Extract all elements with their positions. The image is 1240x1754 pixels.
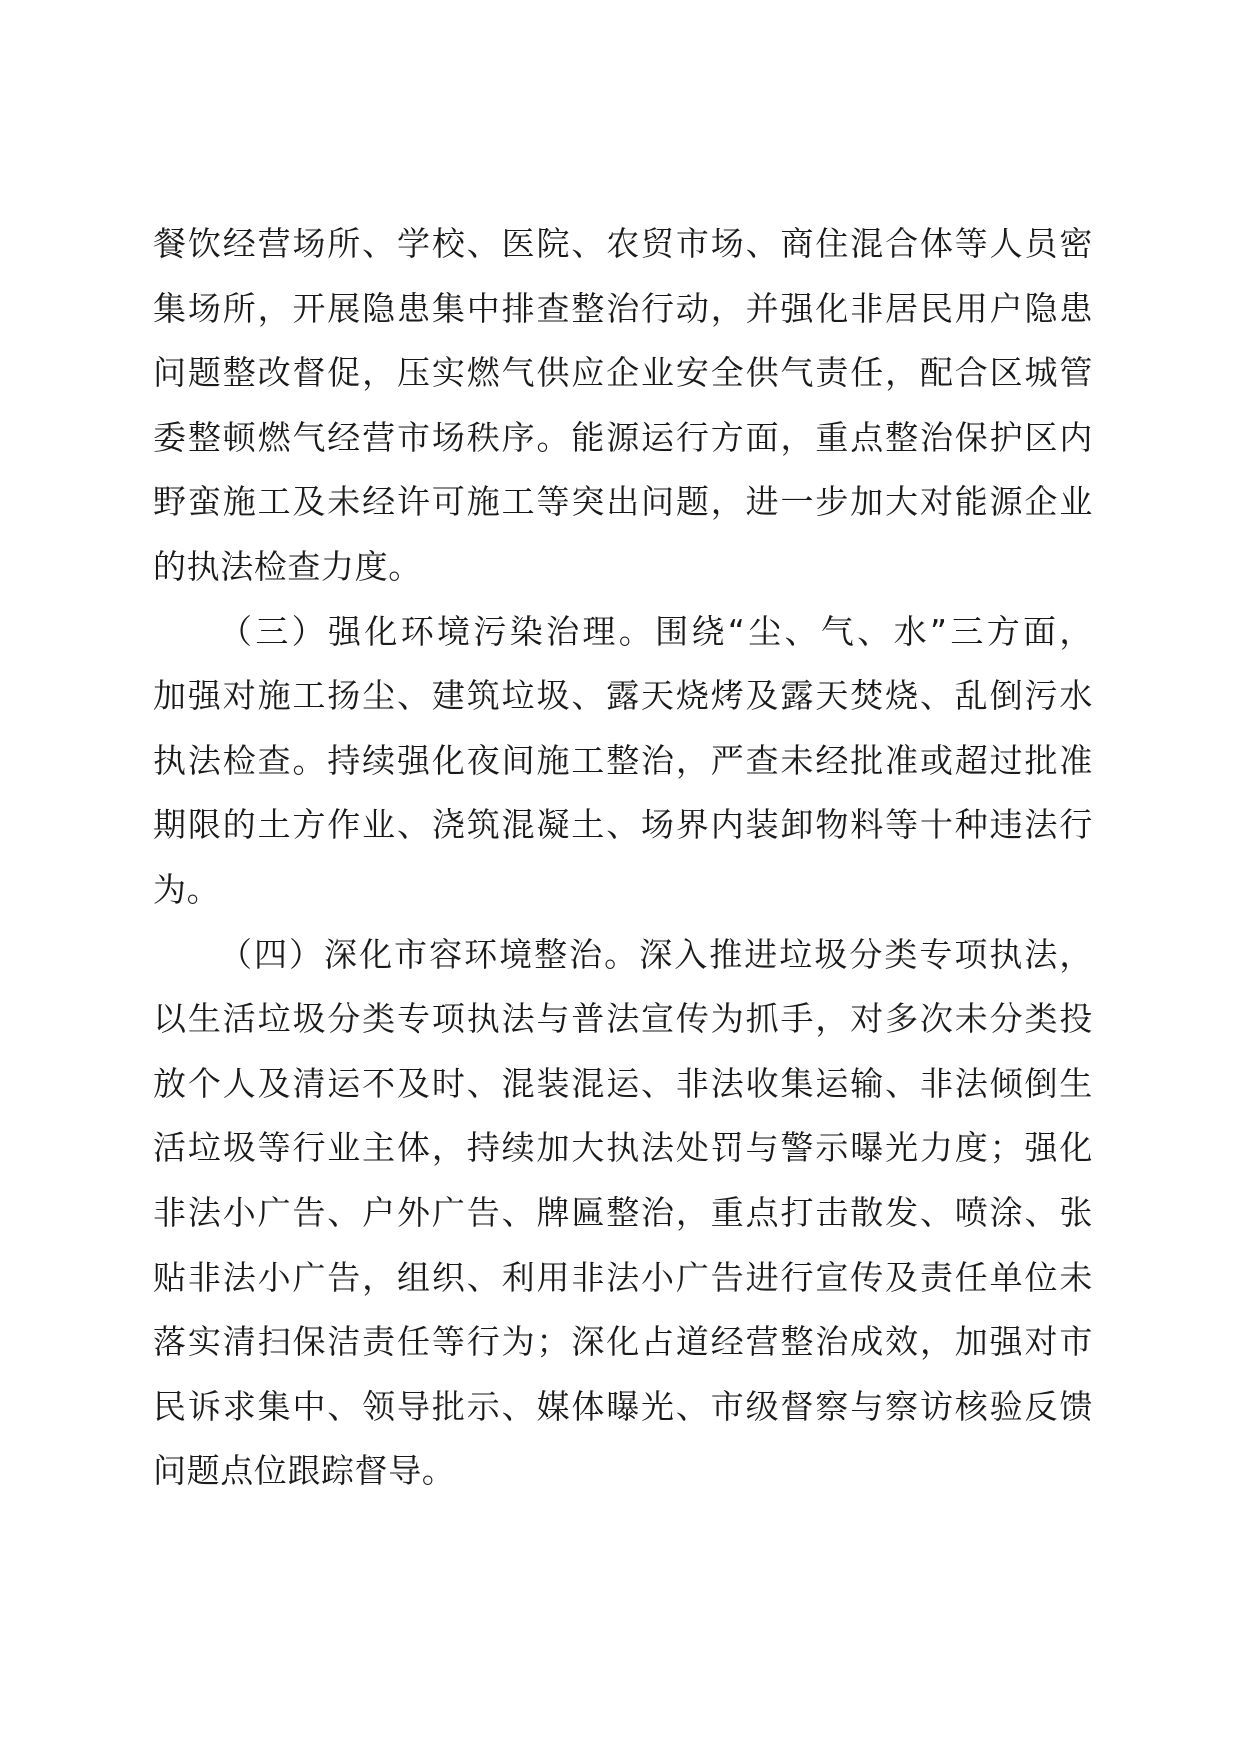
text-line: 执法检查。持续强化夜间施工整治，严查未经批准或超过批准 bbox=[153, 740, 1093, 780]
text-line: 问题整改督促，压实燃气供应企业安全供气责任，配合区城管 bbox=[153, 353, 1093, 393]
text-line: 为。 bbox=[153, 869, 221, 909]
text-line: 非法小广告、户外广告、牌匾整治，重点打击散发、喷涂、张 bbox=[153, 1192, 1093, 1232]
text-line: 放个人及清运不及时、混装混运、非法收集运输、非法倾倒生 bbox=[153, 1063, 1093, 1103]
paragraph-pollution-control bbox=[153, 600, 1093, 923]
paragraph-city-appearance bbox=[153, 923, 1093, 1504]
text-line: 委整顿燃气经营市场秩序。能源运行方面，重点整治保护区内 bbox=[153, 417, 1093, 457]
text-line: 的执法检查力度。 bbox=[153, 546, 422, 586]
text-line: 集场所，开展隐患集中排查整治行动，并强化非居民用户隐患 bbox=[153, 288, 1093, 328]
text-line: 民诉求集中、领导批示、媒体曝光、市级督察与察访核验反馈 bbox=[153, 1386, 1093, 1426]
text-line: 问题点位跟踪督导。 bbox=[153, 1451, 456, 1491]
text-line: 落实清扫保洁责任等行为；深化占道经营整治成效，加强对市 bbox=[153, 1322, 1093, 1362]
text-line: 加强对施工扬尘、建筑垃圾、露天烧烤及露天焚烧、乱倒污水 bbox=[153, 676, 1093, 716]
section-heading-line: （四）深化市容环境整治。深入推进垃圾分类专项执法， bbox=[219, 934, 1093, 974]
text-line: 活垃圾等行业主体，持续加大执法处罚与警示曝光力度；强化 bbox=[153, 1128, 1093, 1168]
text-line: 贴非法小广告，组织、利用非法小广告进行宣传及责任单位未 bbox=[153, 1257, 1093, 1297]
section-heading-line: （三）强化环境污染治理。围绕“尘、气、水”三方面， bbox=[219, 611, 1093, 651]
text-line: 期限的土方作业、浇筑混凝土、场界内装卸物料等十种违法行 bbox=[153, 805, 1093, 845]
text-line: 以生活垃圾分类专项执法与普法宣传为抓手，对多次未分类投 bbox=[153, 999, 1093, 1039]
text-line: 野蛮施工及未经许可施工等突出问题，进一步加大对能源企业 bbox=[153, 482, 1093, 522]
text-line: 餐饮经营场所、学校、医院、农贸市场、商住混合体等人员密 bbox=[153, 224, 1093, 263]
paragraph-energy-safety bbox=[153, 212, 1093, 600]
document-body bbox=[153, 212, 1093, 1504]
